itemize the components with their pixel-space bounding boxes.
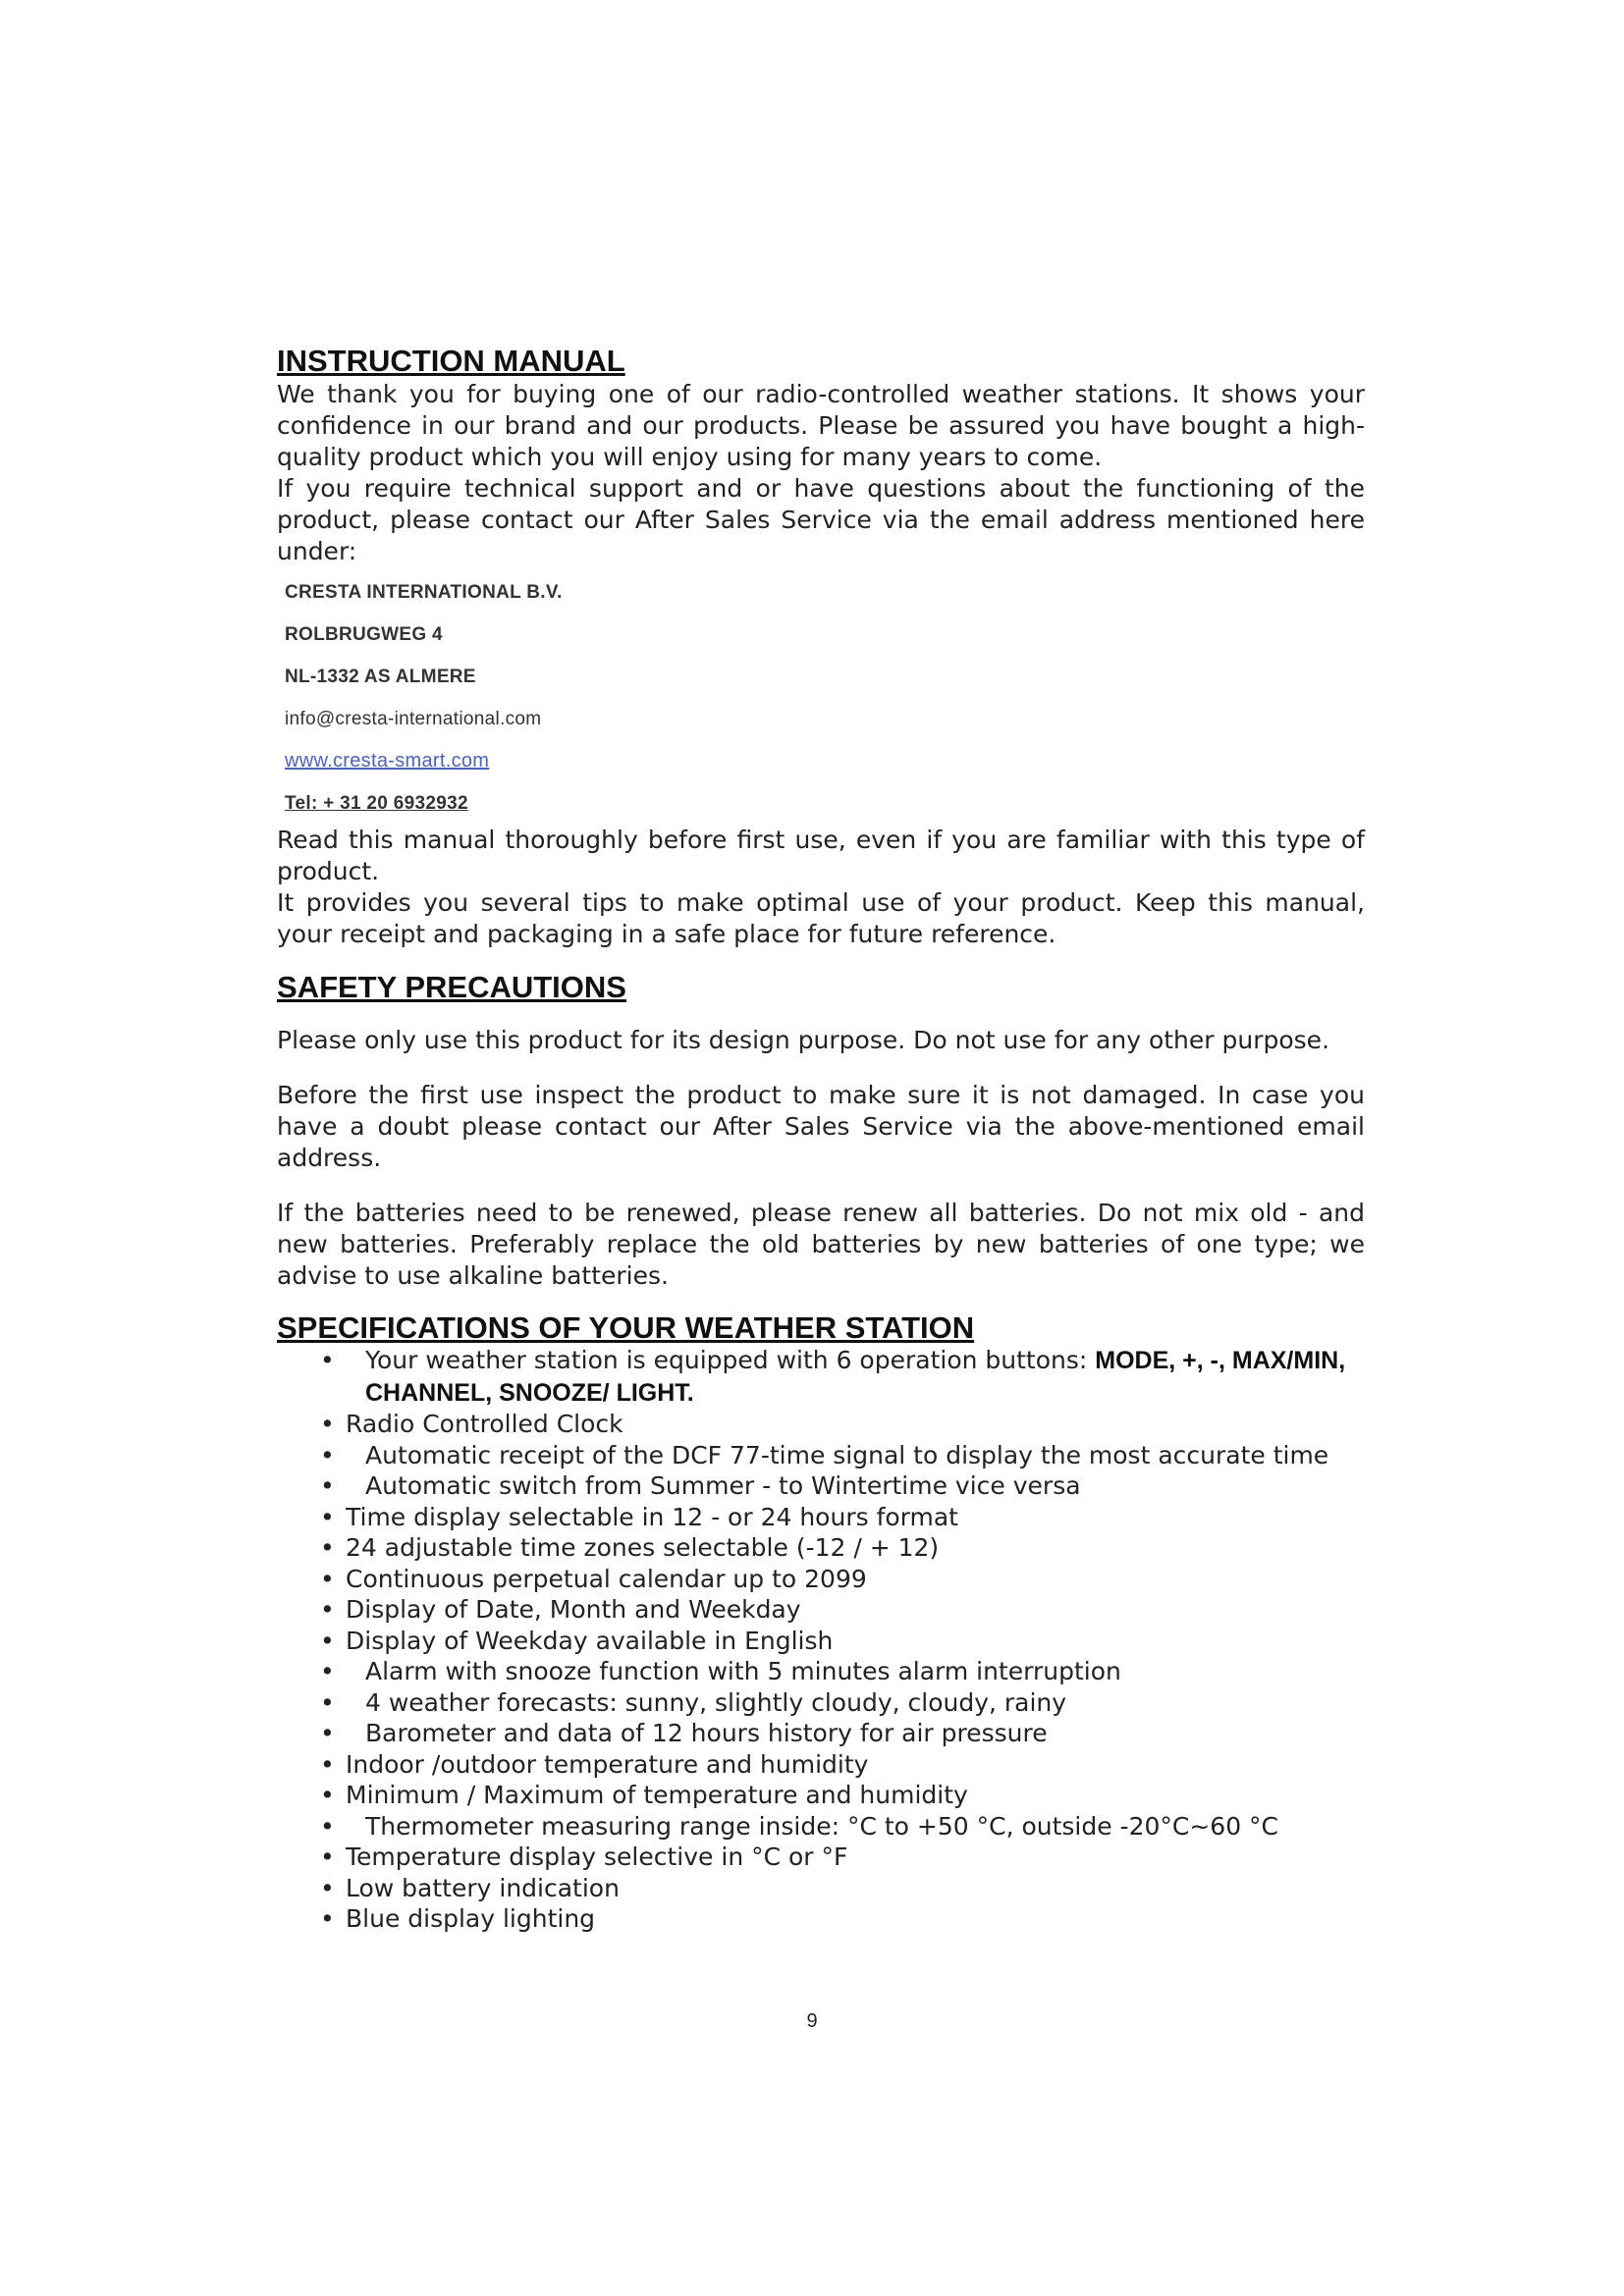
spec-item: • Indoor /outdoor temperature and humidity: [320, 1749, 1365, 1781]
company-city: NL-1332 AS ALMERE: [285, 667, 476, 687]
spec-item: • Automatic receipt of the DCF 77-time signal to display the most accurate time: [320, 1440, 1365, 1471]
manual-page: [277, 344, 1365, 1935]
intro-paragraph-read-manual: Read this manual thoroughly before first use, even if you are familiar with this type of product.: [277, 826, 1365, 885]
spec-item: • Barometer and data of 12 hours history for air pressure: [320, 1718, 1365, 1749]
spec-item: • Blue display lighting: [320, 1903, 1365, 1935]
spec-item: • Time display selectable in 12 - or 24 hours format: [320, 1502, 1365, 1533]
intro-paragraph-thanks: We thank you for buying one of our radio-controlled weather stations. It shows your confidence in our brand and our products. Please be assured you have bought a high-quality product which you will enjoy using for many years to come.: [277, 380, 1365, 471]
company-street: ROLBRUGWEG 4: [285, 624, 443, 645]
spec-item-buttons-names: MODE, +, -, MAX/MIN, CHANNEL, SNOOZE/ LIGHT.: [365, 1347, 1346, 1407]
spec-item: • 24 adjustable time zones selectable (-12 / + 12): [320, 1532, 1365, 1564]
company-website-link[interactable]: www.cresta-smart.com: [285, 750, 490, 772]
company-name: CRESTA INTERNATIONAL B.V.: [285, 582, 563, 603]
spec-item-buttons-text: Your weather station is equipped with 6 operation buttons:: [365, 1346, 1096, 1374]
safety-paragraph-batteries: If the batteries need to be renewed, please renew all batteries. Do not mix old - and new batteries. Preferably replace the old batteries by new batteries of one type; we advise to use alkaline batteries.: [277, 1199, 1365, 1290]
company-phone: Tel: + 31 20 6932932: [285, 793, 468, 814]
instruction-manual-heading: INSTRUCTION MANUAL: [277, 344, 625, 378]
intro-paragraph-support: If you require technical support and or have questions about the functioning of the product, please contact our After Sales Service via the email address mentioned here under:: [277, 474, 1365, 565]
safety-precautions-heading: SAFETY PRECAUTIONS: [277, 970, 626, 1004]
spec-item: • Radio Controlled Clock: [320, 1409, 1365, 1440]
spec-item: • Automatic switch from Summer - to Wintertime vice versa: [320, 1470, 1365, 1502]
spec-item: • Low battery indication: [320, 1873, 1365, 1904]
spec-item: • Minimum / Maximum of temperature and humidity: [320, 1780, 1365, 1811]
specifications-list: [277, 1345, 1365, 1935]
spec-item: • Continuous perpetual calendar up to 2099: [320, 1564, 1365, 1595]
safety-paragraph-purpose: Please only use this product for its design purpose. Do not use for any other purpose.: [277, 1026, 1330, 1054]
spec-item: • Alarm with snooze function with 5 minutes alarm interruption: [320, 1656, 1365, 1687]
spec-item: • Display of Weekday available in English: [320, 1626, 1365, 1657]
intro-paragraph-tips: It provides you several tips to make optimal use of your product. Keep this manual, your receipt and packaging in a safe place for future reference.: [277, 888, 1365, 948]
specifications-heading: SPECIFICATIONS OF YOUR WEATHER STATION: [277, 1310, 975, 1345]
spec-item: • 4 weather forecasts: sunny, slightly cloudy, cloudy, rainy: [320, 1687, 1365, 1719]
spec-item: • Temperature display selective in °C or °F: [320, 1842, 1365, 1873]
spec-item: • Display of Date, Month and Weekday: [320, 1594, 1365, 1626]
safety-paragraph-inspect: Before the first use inspect the product to make sure it is not damaged. In case you have a doubt please contact our After Sales Service via the above-mentioned email address.: [277, 1081, 1365, 1172]
spec-item-buttons: [320, 1345, 1365, 1409]
company-email: info@cresta-international.com: [285, 709, 542, 729]
spec-item: • Thermometer measuring range inside: °C to +50 °C, outside -20°C~60 °C: [320, 1811, 1365, 1842]
company-address-block: [285, 571, 1365, 825]
page-number: 9: [806, 2010, 818, 2032]
